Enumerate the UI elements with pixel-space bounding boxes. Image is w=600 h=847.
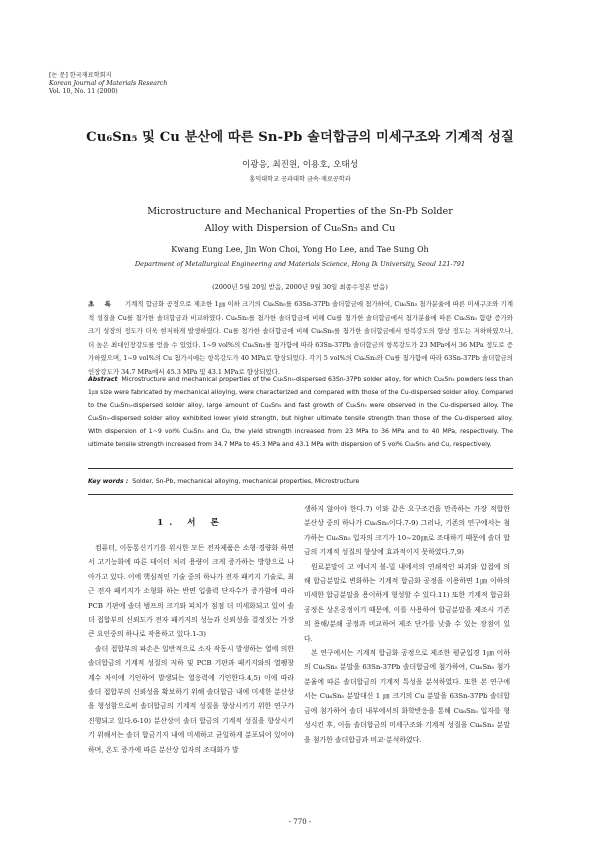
divider-bottom (88, 494, 513, 495)
title-english-line-1: Microstructure and Mechanical Properties of the Sn-Pb Solder (147, 206, 453, 217)
authors-english: Kwang Eung Lee, Jin Won Choi, Yong Ho Lee, and Tae Sung Oh (171, 245, 429, 254)
affiliation-english: Department of Metallurgical Engineering and Materials Science, Hong Ik University, Seoul 121-791 (134, 260, 466, 268)
abstract-english-label: Abstract (88, 376, 118, 383)
journal-volume: Vol. 10, No. 11 (2000) (49, 88, 118, 95)
journal-header (49, 72, 167, 96)
body-column-right (304, 502, 510, 747)
abstract-korean-text: 기계적 합금화 공정으로 제조한 1㎛ 이하 크기의 Cu₆Sn₅를 63Sn-37Pb 솔더합금에 첨가하여, Cu₆Sn₅ 첨가분율에 따른 미세구조와 기계적 성질을 Cu를 첨가한 솔더합금과 비교하였다. Cu₆Sn₅를 첨가한 솔더합금에 비해 Cu를 첨가한 솔더합금에서 첨가분율에 따른 Cu₆Sn₅ 함량 증가와 크기 성장의 정도가 더욱 현저하게 발생하였다. Cu를 첨가한 솔더합금에 비해 Cu₆Sn₅를 첨가한 솔더합금에서 항복강도의 향상 정도는 저하하였으나, 더 높은 최대인장강도를 얻을 수 있었다. 1~9 vol%의 Cu₆Sn₅를 첨가함에 따라 63Sn-37Pb 솔더합금의 항복강도가 23 MPa에서 36 MPa 정도로 증가하였으며, 1~9 vol%의 Cu 첨가시에는 항복강도가 40 MPa로 향상되었다. 각기 5 vol%의 Cu₆Sn₅와 Cu를 첨가함에 따라 63Sn-37Pb 솔더합금의 인장강도가 34.7 MPa에서 45.3 MPa 및 43.1 MPa로 향상되었다. (88, 300, 513, 376)
keywords-label: Key words : (88, 478, 129, 485)
keywords (88, 475, 513, 489)
journal-name: Korean Journal of Materials Research (49, 80, 168, 87)
abstract-english-text: Microstructure and mechanical properties of the Cu₆Sn₅-dispersed 63Sn-37Pb solder alloy, for which Cu₆Sn₅ powders less than 1㎛ size were fabricated by mechanical alloying, were characterized and compared with those of the Cu-dispersed solder alloy. Compared to the Cu₆Sn₅-dispersed solder alloy, large amount of Cu₆Sn₅ and fast growth of Cu₆Sn₅ were observed in the Cu-dispersed alloy. The Cu₆Sn₅-dispersed solder alloy exhibited lower yield strength, but higher ultimate tensile strength than those of the Cu-dispersed alloy. With dispersion of 1~9 vol% Cu₆Sn₅ and Cu, the yield strength increased from 23 MPa to 36 MPa and to 40 MPa, respectively. The ultimate tensile strength increased from 34.7 MPa to 45.3 MPa and 43.1 MPa with dispersion of 5 vol% Cu₆Sn₅ and Cu, respectively. (88, 376, 513, 448)
paper-title-english (0, 203, 600, 237)
divider-top (88, 468, 513, 469)
title-english-line-2: Alloy with Dispersion of Cu₆Sn₅ and Cu (204, 223, 396, 234)
paper-title-korean: Cu₆Sn₅ 및 Cu 분산에 따른 Sn-Pb 솔더합금의 미세구조와 기계적 성질 (86, 130, 514, 145)
journal-series: [논 문] 한국재료학회지 (49, 72, 112, 79)
affiliation-korean: 홍익대학교 공과대학 금속·재료공학과 (249, 176, 351, 183)
paragraph: 솔더 접합부의 파손은 일반적으로 소자 작동시 발생하는 열에 의한 솔더합금의 기계적 성질의 저하 및 PCB 기판과 패키지와의 열팽창 계수 차이에 기인하여 발생되는 열응력에 기인한다.4,5) 이에 따라 솔더 접합부의 신뢰성을 확보하기 위해 솔더합금 내에 미세한 분산상을 형성함으로써 솔더합금의 기계적 성질을 향상시키기 위한 연구가 진행되고 있다.6-10) 분산상이 솔더 합금의 기계적 성질을 향상시키기 위해서는 솔더 합금기지 내에 미세하고 균일하게 분포되어 있어야 하며, 온도 증가에 따른 분산상 입자의 조대화가 발 (88, 644, 294, 754)
paragraph: 생하지 않아야 한다.7) 이와 같은 요구조건을 만족하는 가장 적합한 분산상 중의 하나가 Cu₆Sn₅이다.7-9) 그러나, 기존의 연구에서는 첨가하는 Cu₆Sn₅ 입자의 크기가 10~20㎛로 조대하기 때문에 솔더 합금의 기계적 성질의 향상에 효과적이지 못하였다.7,9) (304, 505, 510, 557)
abstract-korean-label: 초 록 (88, 300, 115, 308)
received-dates: (2000년 5월 20일 받음, 2000년 9월 30일 최종수정본 받음) (212, 283, 388, 291)
keywords-text: Solder, Sn-Pb, mechanical alloying, mechanical properties, Microstructure (132, 478, 360, 485)
paragraph: 컴퓨터, 이동통신기기를 위시한 모든 전자제품은 소형·경량화 하면서 고기능화에 따른 데이터 처리 용량이 크게 증가하는 방향으로 나아가고 있다. 이에 핵심적인 기술 중의 하나가 전자 패키지 기술로, 최근 전자 패키지가 소형화 하는 반면 입출력 단자수가 증가함에 따라 PCB 기판에 솔더 범프의 크기와 피치가 점점 더 미세화되고 있어 솔더 접합부의 신뢰도가 전자 패키지의 성능과 신뢰성을 결정짓는 가장 큰 요인중의 하나로 작용하고 있다.1-3) (88, 544, 295, 639)
authors-korean: 이광응, 최진원, 이용호, 오태성 (241, 160, 358, 170)
paragraph: 원료분말이 고 에너지 볼-밀 내에서의 연쇄적인 파괴와 압접에 의해 합금분말로 변화하는 기계적 합금화 공정을 이용하면 1㎛ 이하의 미세한 합금분말을 용이하게 형성할 수 있다.11) 또한 기계적 합금화 공정은 상온공정이기 때문에, 이를 사용하여 합금분말을 제조시 기존의 용해/분쇄 공정과 비교하여 제조 단가를 낮출 수 있는 장점이 있다. (304, 562, 510, 643)
paragraph: 본 연구에서는 기계적 합금화 공정으로 제조한 평균입경 1㎛ 이하의 Cu₆Sn₅ 분말을 63Sn-37Pb 솔더합금에 첨가하여, Cu₆Sn₅ 첨가분율에 따른 솔더합금의 기계적 특성을 분석하였다. 또한 본 연구에서는 Cu₆Sn₅ 분말대신 1 ㎛ 크기의 Cu 분말을 63Sn-37Pb 솔더합금에 첨가하여 솔더 내부에서의 화학반응을 통해 Cu₆Sn₅ 입자를 형성시킨 후, 이들 솔더합금의 미세구조와 기계적 성질을 Cu₆Sn₅ 분말을 첨가한 솔더합금과 비교·분석하였다. (304, 649, 510, 744)
page-number: - 770 - (288, 818, 312, 826)
abstract-english (88, 374, 513, 451)
abstract-korean (88, 298, 513, 380)
body-column-left (88, 541, 294, 757)
section-heading-introduction: 1. 서 론 (157, 518, 225, 528)
